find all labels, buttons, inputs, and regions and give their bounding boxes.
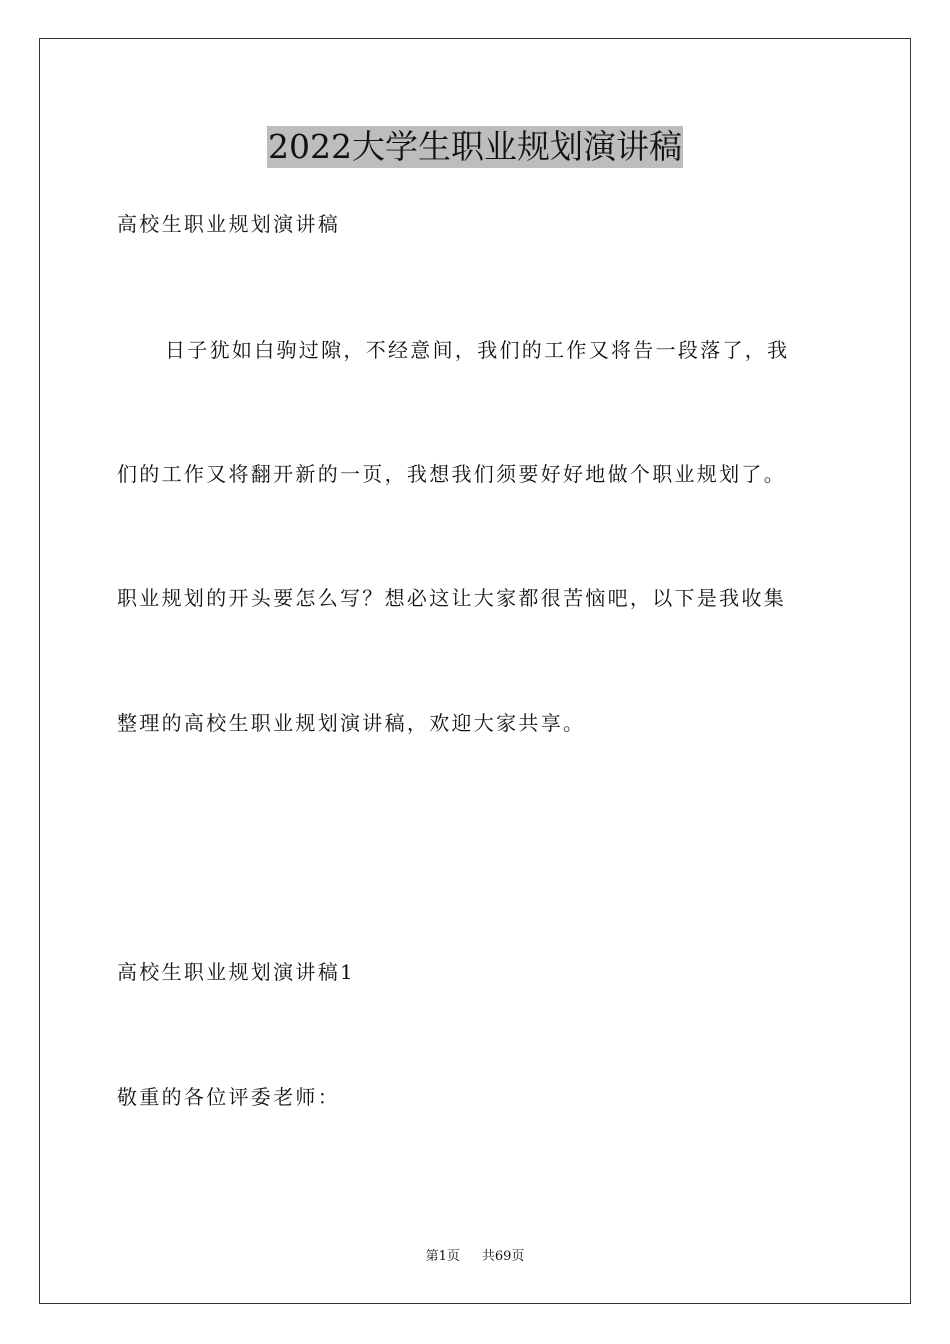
paragraph-line-3: 职业规划的开头要怎么写？想必这让大家都很苦恼吧，以下是我收集 (117, 586, 786, 610)
paragraph-line-1: 日子犹如白驹过隙，不经意间，我们的工作又将告一段落了，我 (165, 338, 790, 362)
page-total-label: 共69页 (481, 1249, 525, 1264)
paragraph-line-2: 们的工作又将翻开新的一页，我想我们须要好好地做个职业规划了。 (117, 462, 786, 486)
page-footer (0, 1248, 950, 1266)
salutation: 敬重的各位评委老师： (117, 1085, 340, 1109)
document-title (0, 126, 950, 168)
document-title-text: 2022大学生职业规划演讲稿 (268, 127, 682, 166)
paragraph-line-4: 整理的高校生职业规划演讲稿，欢迎大家共享。 (117, 711, 586, 735)
document-subtitle: 高校生职业规划演讲稿 (117, 212, 340, 236)
section-heading: 高校生职业规划演讲稿1 (117, 960, 356, 984)
page-number-label: 第1页 (425, 1249, 460, 1264)
